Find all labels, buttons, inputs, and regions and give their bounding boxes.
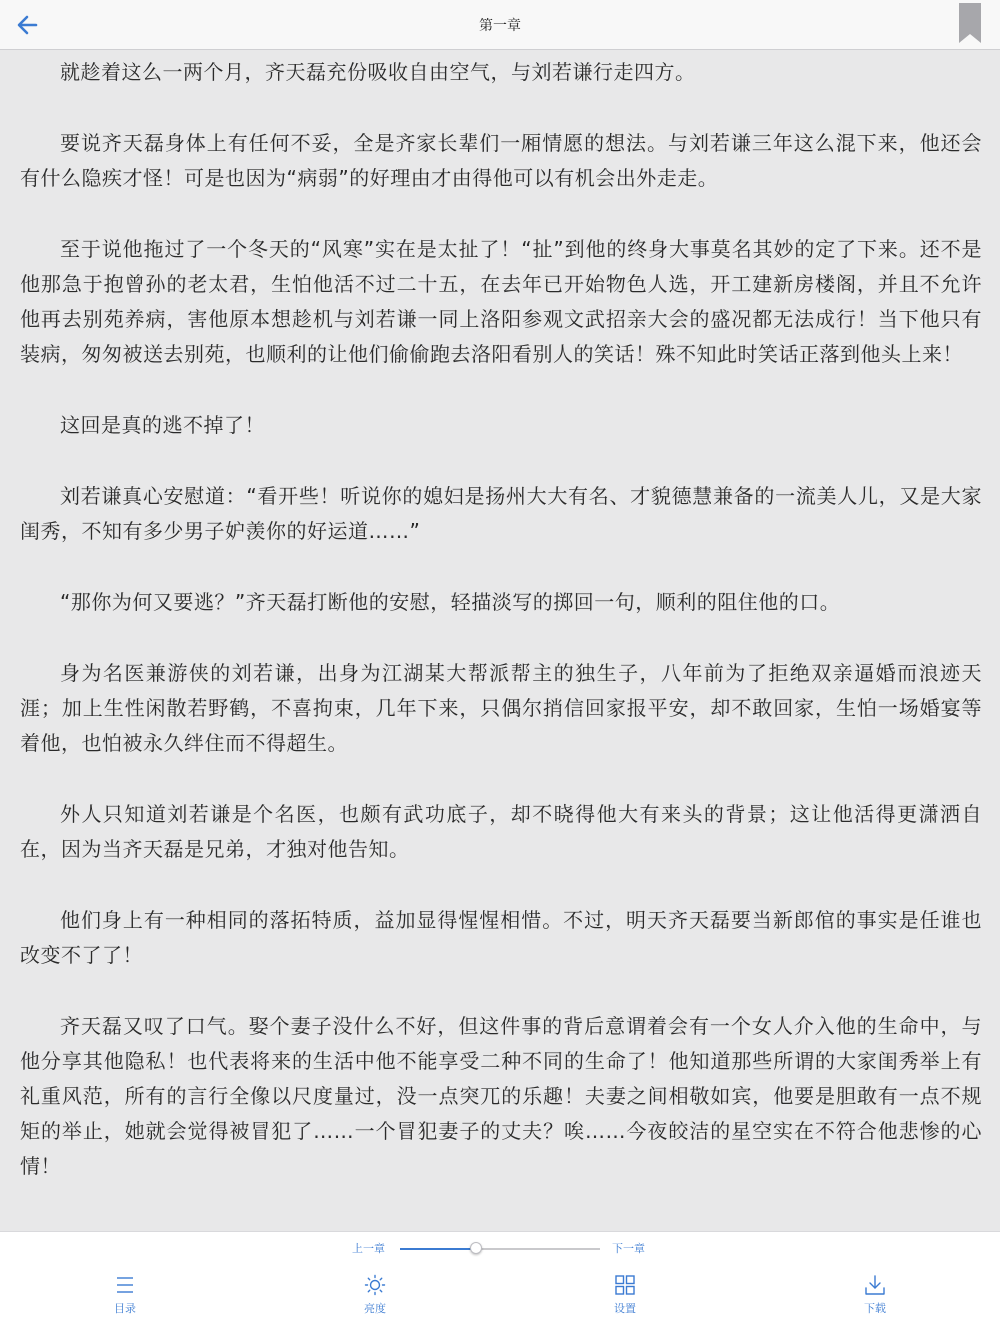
nav-catalog-label: 目录 bbox=[114, 1302, 136, 1315]
bookmark-button[interactable] bbox=[958, 3, 982, 45]
bookmark-icon bbox=[958, 3, 982, 45]
catalog-icon bbox=[114, 1274, 136, 1296]
slider-fill bbox=[400, 1248, 476, 1250]
nav-download[interactable] bbox=[835, 1274, 915, 1316]
prev-chapter-button[interactable]: 上一章 bbox=[352, 1242, 385, 1255]
chapter-title: 第一章 bbox=[479, 18, 521, 34]
slider-thumb[interactable] bbox=[470, 1242, 482, 1254]
bottom-toolbar bbox=[0, 1231, 1000, 1335]
chapter-text bbox=[20, 55, 982, 1225]
paragraph: 就趁着这么一两个月，齐天磊充份吸收自由空气，与刘若谦行走四方。 bbox=[60, 60, 696, 84]
paragraph: 齐天磊又叹了口气。娶个妻子没什么不好，但这件事的背后意谓着会有一个女人介入他的生命中，与他分享其他隐私！也代表将来的生活中他不能享受二种不同的生命了！他知道那些所谓的大家闺秀举上有礼重风范，所有的言行全像以尺度量过，没一点突兀的乐趣！夫妻之间相敬如宾，他要是胆敢有一点不规矩的举止，她就会觉得被冒犯了……一个冒犯妻子的丈夫？唉……今夜皎洁的星空实在不符合他悲惨的心情！ bbox=[20, 1014, 982, 1178]
paragraph: “那你为何又要逃？”齐天磊打断他的安慰，轻描淡写的掷回一句，顺利的阻住他的口。 bbox=[60, 590, 841, 614]
nav-settings-label: 设置 bbox=[614, 1302, 636, 1315]
nav-catalog[interactable] bbox=[85, 1274, 165, 1316]
paragraph: 要说齐天磊身体上有任何不妥，全是齐家长辈们一厢情愿的想法。与刘若谦三年这么混下来，他还会有什么隐疾才怪！可是也因为“病弱”的好理由才由得他可以有机会出外走走。 bbox=[20, 131, 982, 190]
settings-icon bbox=[614, 1274, 636, 1296]
nav-settings[interactable] bbox=[585, 1274, 665, 1316]
nav-brightness[interactable] bbox=[335, 1274, 415, 1316]
top-bar bbox=[0, 0, 1000, 50]
paragraph: 外人只知道刘若谦是个名医，也颇有武功底子，却不晓得他大有来头的背景；这让他活得更潇洒自在，因为当齐天磊是兄弟，才独对他告知。 bbox=[20, 802, 982, 861]
nav-download-label: 下载 bbox=[864, 1302, 886, 1315]
paragraph: 身为名医兼游侠的刘若谦，出身为江湖某大帮派帮主的独生子，八年前为了拒绝双亲逼婚而浪迹天涯；加上生性闲散若野鹤，不喜拘束，几年下来，只偶尔捎信回家报平安，却不敢回家，生怕一场婚宴等着他，也怕被永久绊住而不得超生。 bbox=[20, 661, 982, 755]
paragraph: 至于说他拖过了一个冬天的“风寒”实在是太扯了！“扯”到他的终身大事莫名其妙的定了下来。还不是他那急于抱曾孙的老太君，生怕他活不过二十五，在去年已开始物色人选，开工建新房楼阁，并且不允许他再去别苑养病，害他原本想趁机与刘若谦一同上洛阳参观文武招亲大会的盛况都无法成行！当下他只有装病，匆匆被送去别苑，也顺利的让他们偷偷跑去洛阳看别人的笑话！殊不知此时笑话正落到他头上来！ bbox=[20, 237, 982, 366]
nav-brightness-label: 亮度 bbox=[364, 1302, 386, 1315]
next-chapter-button[interactable]: 下一章 bbox=[612, 1242, 645, 1255]
chapter-progress-slider[interactable] bbox=[400, 1248, 600, 1250]
download-icon bbox=[864, 1274, 886, 1296]
brightness-icon bbox=[364, 1274, 386, 1296]
paragraph: 他们身上有一种相同的落拓特质，益加显得惺惺相惜。不过，明天齐天磊要当新郎倌的事实是任谁也改变不了了！ bbox=[20, 908, 982, 967]
paragraph: 刘若谦真心安慰道：“看开些！听说你的媳妇是扬州大大有名、才貌德慧兼备的一流美人儿，又是大家闺秀，不知有多少男子妒羡你的好运道……” bbox=[20, 484, 982, 543]
paragraph: 这回是真的逃不掉了！ bbox=[60, 413, 265, 437]
